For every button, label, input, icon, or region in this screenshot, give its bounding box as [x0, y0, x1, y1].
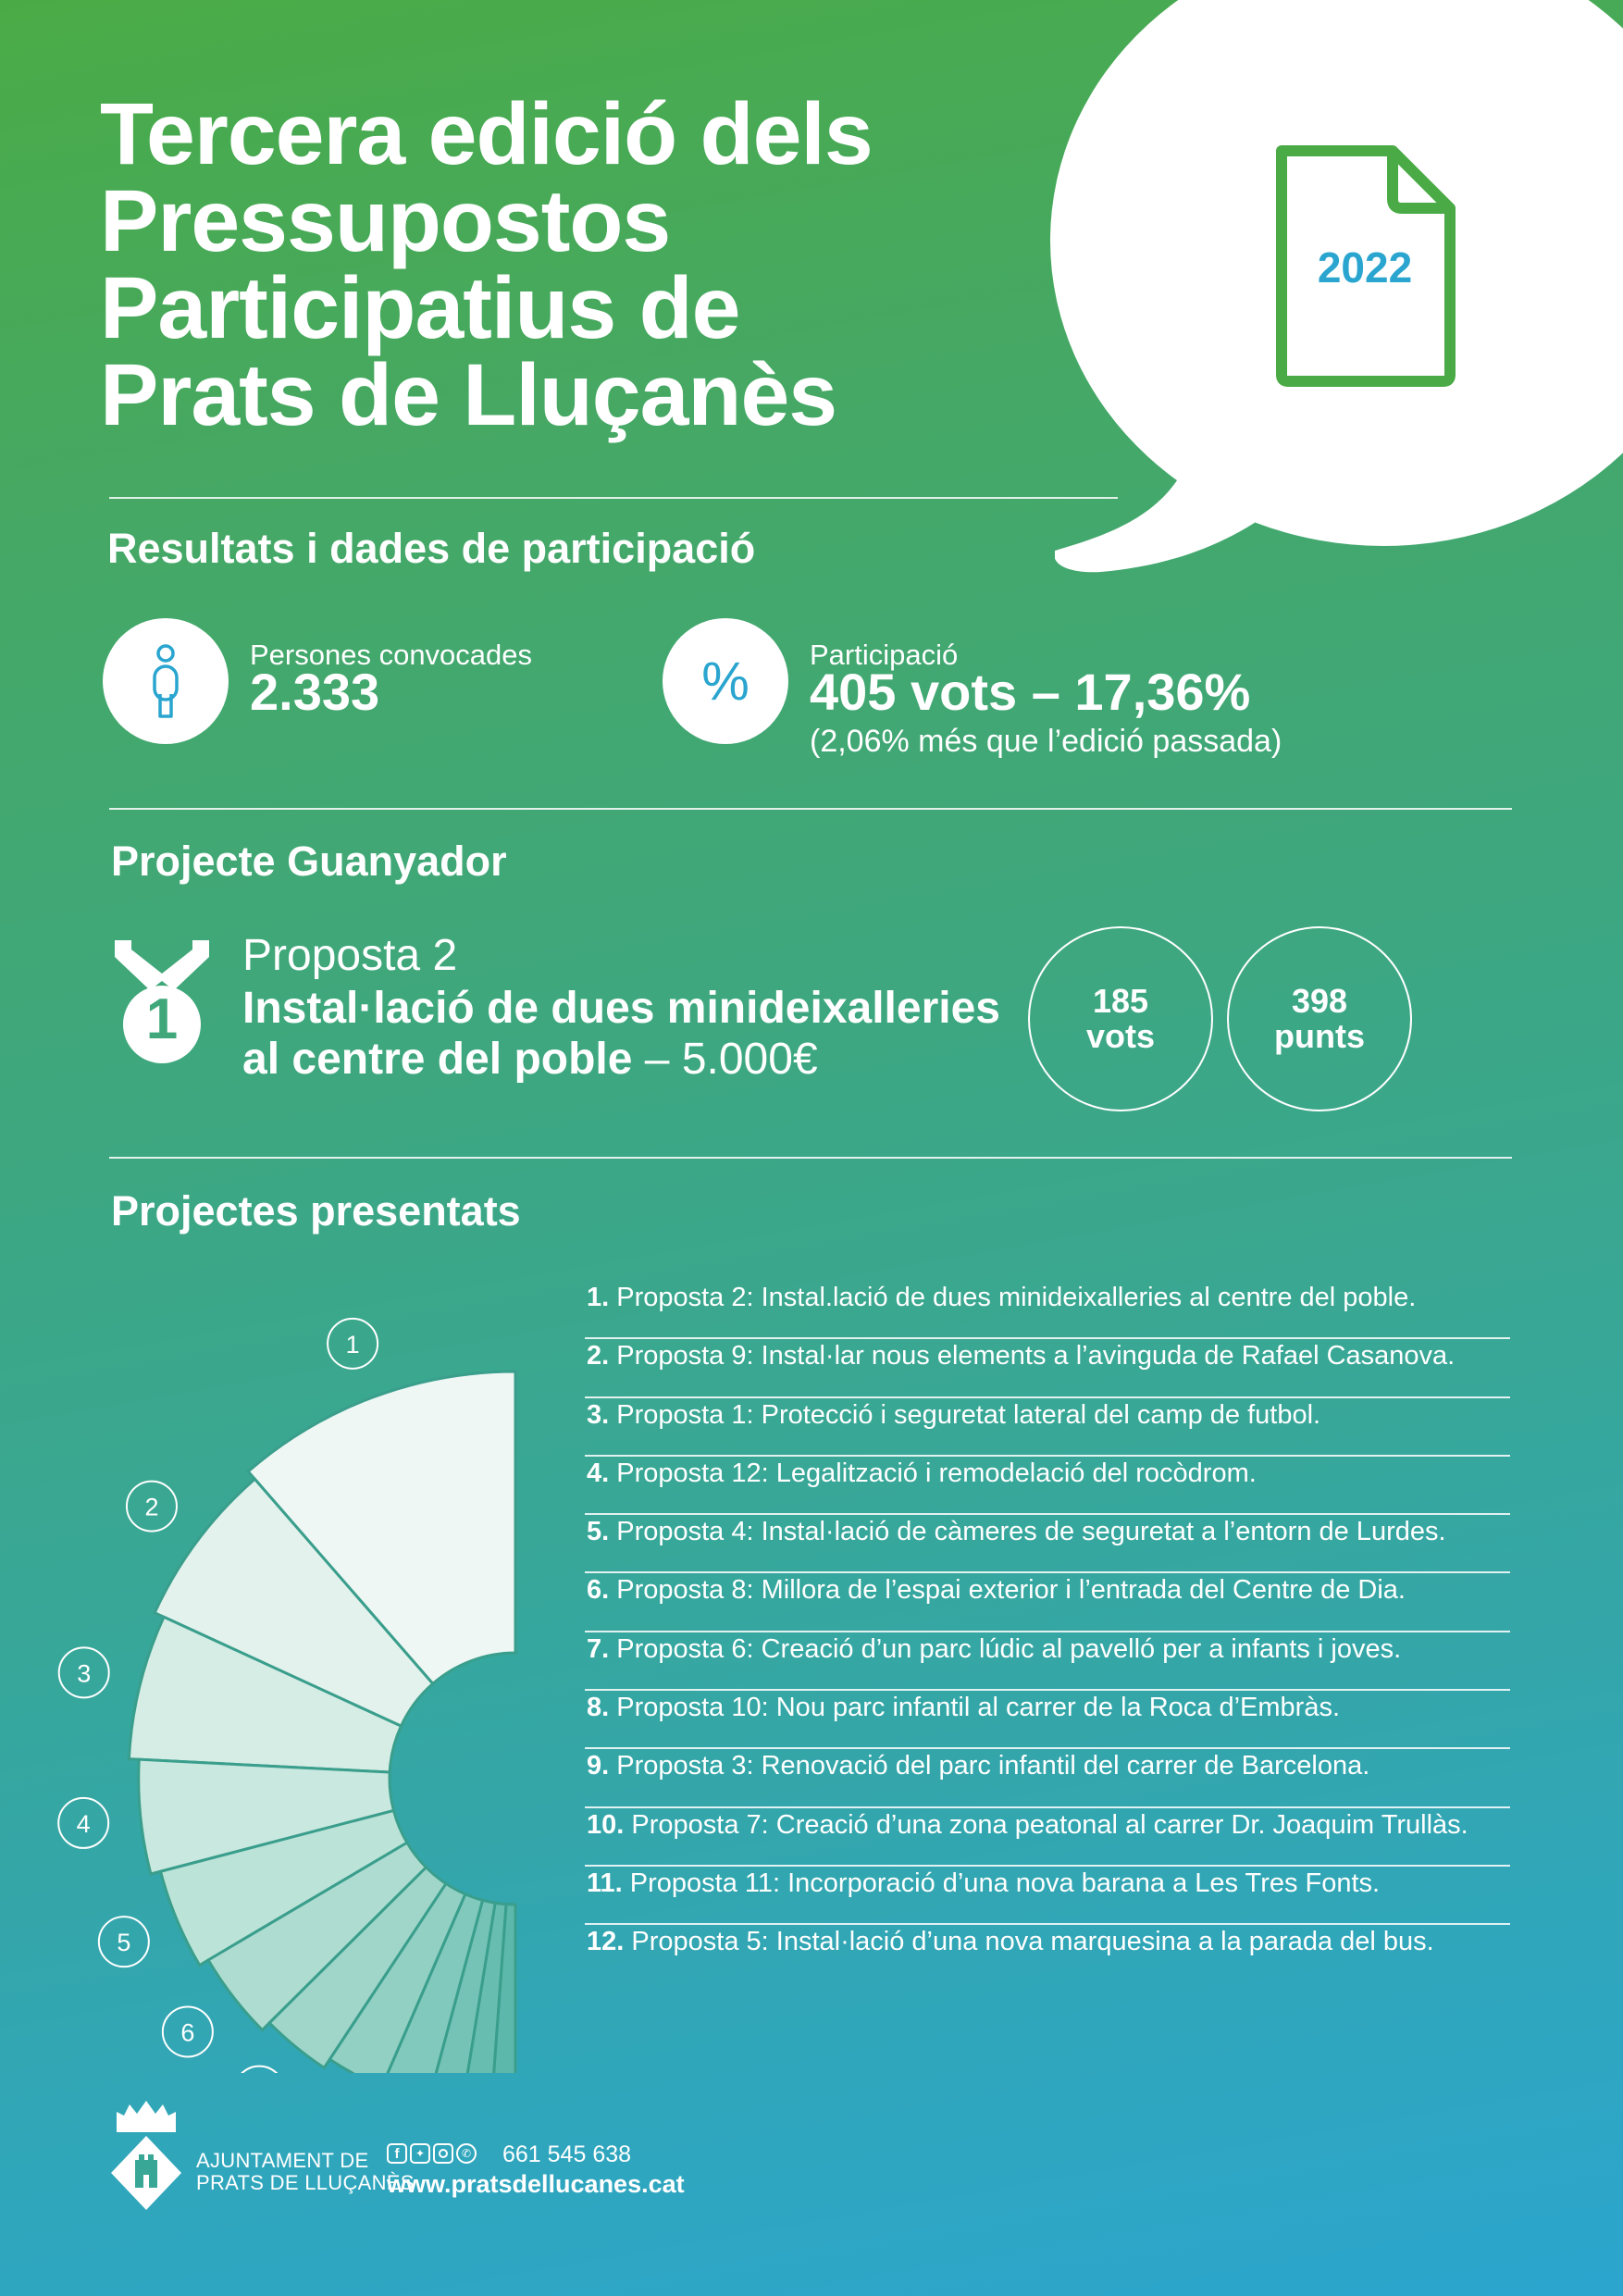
- convened-value: 2.333: [250, 663, 380, 721]
- title-line: Prats de Lluçanès: [100, 346, 837, 444]
- phone-number[interactable]: 661 545 638: [502, 2141, 632, 2167]
- facebook-icon[interactable]: f: [387, 2143, 407, 2164]
- participation-note: (2,06% més que l’edició passada): [810, 724, 1282, 759]
- votes-value: 185: [1092, 982, 1149, 1020]
- whatsapp-icon[interactable]: ✆: [456, 2143, 477, 2164]
- org-name-line: AJUNTAMENT DE: [196, 2149, 369, 2172]
- list-item: 9. Proposta 3: Renovació del parc infantil del carrer de Barcelona.: [585, 1749, 1510, 1807]
- list-item: 5. Proposta 4: Instal·lació de càmeres de seguretat a l’entorn de Lurdes.: [585, 1515, 1510, 1573]
- segment-label-circle: [234, 2066, 284, 2073]
- person-icon-badge: [103, 618, 229, 744]
- segment-label: 5: [117, 1929, 131, 1957]
- list-item: 1. Proposta 2: Instal.lació de dues minideixalleries al centre del poble.: [585, 1281, 1510, 1339]
- projects-section-title: Projectes presentats: [111, 1187, 521, 1235]
- org-name-line: PRATS DE LLUÇANÈS: [196, 2171, 415, 2194]
- winner-proposal: Proposta 2: [242, 931, 458, 980]
- segment-label: 3: [77, 1659, 92, 1688]
- percent-icon: %: [701, 651, 750, 712]
- list-item: 6. Proposta 8: Millora de l’espai exterior i l’entrada del Centre de Dia.: [585, 1573, 1510, 1632]
- projects-list: [585, 1281, 1510, 1984]
- list-item: 7. Proposta 6: Creació d’un parc lúdic al pavelló per a infants i joves.: [585, 1632, 1510, 1691]
- segment-label: 6: [180, 2018, 195, 2047]
- list-item: 11. Proposta 11: Incorporació d’una nova barana a Les Tres Fonts.: [585, 1867, 1510, 1925]
- winner-title: [242, 983, 1038, 1085]
- points-badge: [1227, 926, 1412, 1111]
- speech-bubble-tail: [1055, 444, 1295, 592]
- website-link[interactable]: www.pratsdellucanes.cat: [387, 2170, 685, 2198]
- convened-label: Persones convocades: [250, 639, 533, 671]
- list-item: 10. Proposta 7: Creació d’una zona peatonal al carrer Dr. Joaquim Trullàs.: [585, 1808, 1510, 1867]
- list-item: 12. Proposta 5: Instal·lació d’una nova marquesina a la parada del bus.: [587, 1927, 1434, 1957]
- divider: [109, 497, 1118, 499]
- votes-label: vots: [1085, 1017, 1156, 1055]
- segment-label: 1: [345, 1330, 360, 1359]
- divider: [109, 808, 1512, 810]
- page-title: [100, 85, 1072, 444]
- list-item: 4. Proposta 12: Legalització i remodelació del rocòdrom.: [585, 1457, 1510, 1515]
- participation-value: 405 vots – 17,36%: [810, 663, 1251, 721]
- percent-icon-badge: [663, 618, 788, 744]
- person-icon: [103, 618, 229, 744]
- instagram-icon[interactable]: [433, 2143, 453, 2164]
- list-item: 3. Proposta 1: Protecció i seguretat lateral del camp de futbol.: [585, 1398, 1510, 1457]
- social-icons: [387, 2143, 477, 2164]
- title-line: Participatius de: [100, 259, 740, 357]
- winner-amount: – 5.000€: [632, 1035, 818, 1084]
- participation-section-title: Resultats i dades de participació: [107, 525, 756, 572]
- segment-label: 4: [76, 1809, 91, 1838]
- twitter-icon[interactable]: ✦: [410, 2143, 430, 2164]
- winner-title-line: al centre del poble: [242, 1035, 633, 1084]
- segment-label: 2: [144, 1493, 159, 1521]
- year-label: 2022: [1317, 243, 1413, 292]
- winner-section-title: Projecte Guanyador: [111, 838, 507, 885]
- participation-label: Participació: [810, 639, 959, 671]
- points-label: punts: [1274, 1017, 1365, 1055]
- votes-badge: [1028, 926, 1213, 1111]
- medal-number: 1: [145, 987, 179, 1051]
- winner-title-line: Instal·lació de dues minideixalleries: [242, 984, 1000, 1033]
- points-value: 398: [1291, 982, 1348, 1020]
- title-line: Tercera edició dels: [100, 85, 873, 183]
- list-item: 8. Proposta 10: Nou parc infantil al carrer de la Roca d’Embràs.: [585, 1691, 1510, 1749]
- municipal-coat-of-arms-logo: [109, 2099, 183, 2219]
- list-item: 2. Proposta 9: Instal·lar nous elements a l’avinguda de Rafael Casanova.: [585, 1339, 1510, 1397]
- title-line: Pressupostos: [100, 172, 671, 270]
- projects-radial-chart: [0, 1203, 574, 2073]
- org-name: [196, 2150, 415, 2194]
- divider: [109, 1157, 1512, 1159]
